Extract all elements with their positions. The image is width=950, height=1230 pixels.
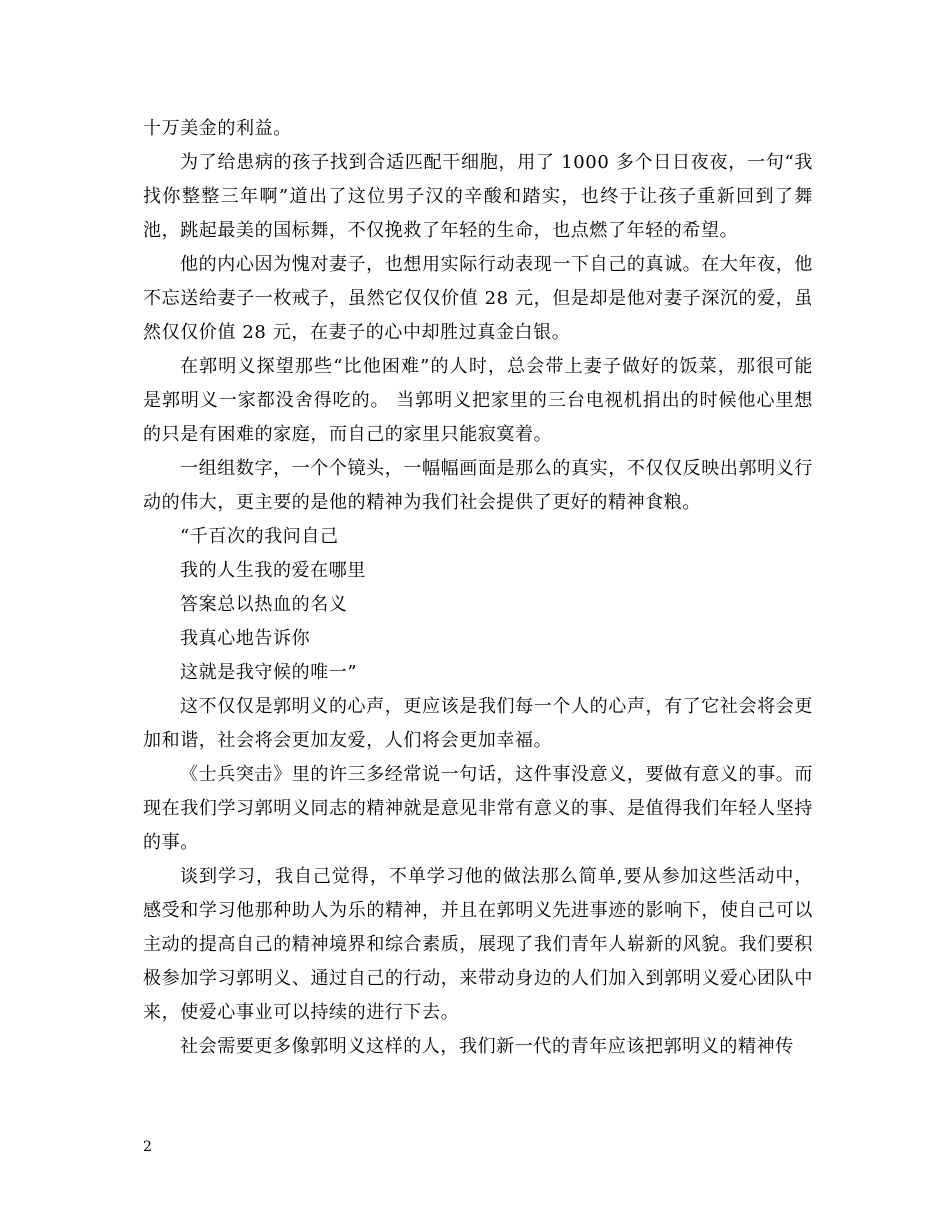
paragraph: 社会需要更多像郭明义这样的人，我们新一代的青年应该把郭明义的精神传 [180,1036,794,1057]
poem-line: 我真心地告诉你 [180,628,311,649]
paragraph: 他的内心因为愧对妻子，也想用实际行动表现一下自己的真诚。在大年夜，他不忘送给妻子一枚戒子，虽然它仅仅价值 28 元，但是却是他对妻子深沉的爱，虽然仅仅价值 28 元，在妻子的心中却胜过真金白银。 [143,254,813,343]
paragraph: 这不仅仅是郭明义的心声，更应该是我们每一个人的心声，有了它社会将会更加和谐，社会将会更加友爱，人们将会更加幸福。 [143,696,813,751]
paragraph: 谈到学习，我自己觉得，不单学习他的做法那么简单,要从参加这些活动中，感受和学习他那种助人为乐的精神，并且在郭明义先进事迹的影响下，使自己可以主动的提高自己的精神境界和综合素质，展现了我们青年人崭新的风貌。我们要积极参加学习郭明义、通过自己的行动，来带动身边的人们加入到郭明义爱心团队中来，使爱心事业可以持续的进行下去。 [143,866,813,1023]
paragraph: 一组组数字，一个个镜头，一幅幅画面是那么的真实，不仅仅反映出郭明义行动的伟大，更主要的是他的精神为我们社会提供了更好的精神食粮。 [143,458,813,513]
poem-line: 这就是我守候的唯一” [180,662,358,683]
page-number: 2 [143,1139,152,1155]
paragraph: 《士兵突击》里的许三多经常说一句话，这件事没意义，要做有意义的事。而现在我们学习郭明义同志的精神就是意见非常有意义的事、是值得我们年轻人坚持的事。 [143,764,813,853]
poem-line: “千百次的我问自己 [180,526,339,547]
poem-line: 答案总以热血的名义 [180,594,348,615]
paragraph: 在郭明义探望那些“比他困难”的人时，总会带上妻子做好的饭菜，那很可能是郭明义一家都没舍得吃的。 当郭明义把家里的三台电视机捐出的时候他心里想的只是有困难的家庭，而自己的家里只能寂寞着。 [143,356,813,445]
paragraph: 为了给患病的孩子找到合适匹配干细胞，用了 1000 多个日日夜夜，一句“我找你整整三年啊”道出了这位男子汉的辛酸和踏实，也终于让孩子重新回到了舞池，跳起最美的国标舞，不仅挽救了年轻的生命，也点燃了年轻的希望。 [143,152,813,241]
document-body [143,112,813,1064]
poem-line: 我的人生我的爱在哪里 [180,560,366,581]
paragraph: 十万美金的利益。 [143,118,292,139]
